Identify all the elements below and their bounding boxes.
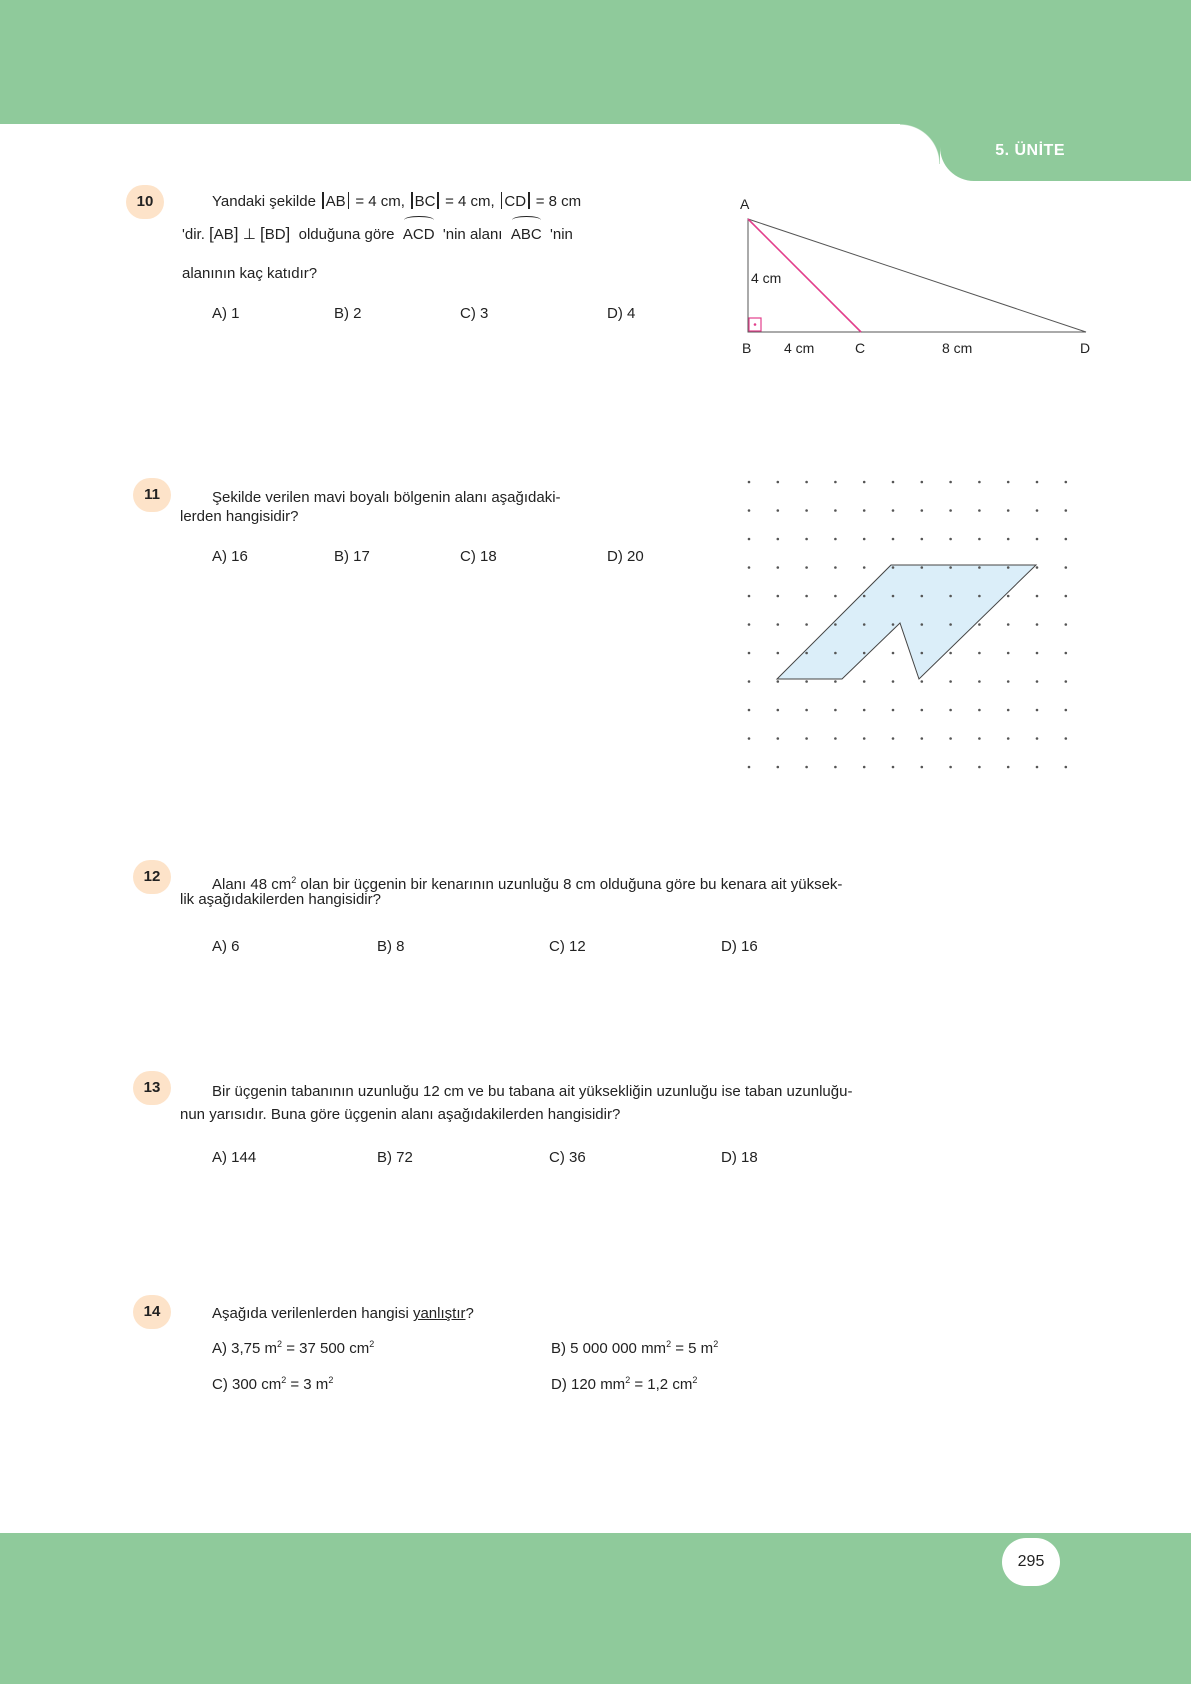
grid-dot bbox=[748, 709, 751, 712]
grid-dot bbox=[1036, 566, 1039, 569]
grid-dot bbox=[892, 737, 895, 740]
grid-dot bbox=[748, 595, 751, 598]
grid-dot bbox=[1007, 509, 1010, 512]
grid-dot bbox=[978, 595, 981, 598]
grid-dot bbox=[748, 680, 751, 683]
grid-dot bbox=[921, 595, 924, 598]
q11-option-a[interactable]: A) 16 bbox=[212, 548, 248, 565]
grid-dot bbox=[978, 709, 981, 712]
grid-dot bbox=[834, 595, 837, 598]
grid-dot bbox=[1007, 481, 1010, 484]
q11-line1: Şekilde verilen mavi boyalı bölgenin alanı aşağıdaki- bbox=[212, 489, 561, 506]
grid-dot bbox=[892, 623, 895, 626]
grid-dot bbox=[892, 652, 895, 655]
q12-sup: 2 bbox=[291, 875, 297, 885]
grid-dot bbox=[1007, 623, 1010, 626]
grid-dot bbox=[949, 709, 952, 712]
grid-dot bbox=[921, 766, 924, 769]
grid-dot bbox=[978, 766, 981, 769]
grid-dot bbox=[777, 709, 780, 712]
q12-option-c[interactable]: C) 12 bbox=[549, 938, 586, 955]
grid-dot bbox=[1065, 652, 1068, 655]
grid-dot bbox=[949, 737, 952, 740]
grid-dot bbox=[805, 509, 808, 512]
q13-option-b[interactable]: B) 72 bbox=[377, 1149, 413, 1166]
q13-option-a[interactable]: A) 144 bbox=[212, 1149, 257, 1166]
grid-dot bbox=[834, 737, 837, 740]
grid-dot bbox=[805, 737, 808, 740]
grid-dot bbox=[777, 623, 780, 626]
grid-dot bbox=[949, 509, 952, 512]
q11-option-b[interactable]: B) 17 bbox=[334, 548, 370, 565]
grid-dot bbox=[863, 766, 866, 769]
grid-dot bbox=[834, 566, 837, 569]
grid-dot bbox=[834, 481, 837, 484]
question-number-14: 14 bbox=[133, 1295, 171, 1329]
grid-dot bbox=[863, 709, 866, 712]
unit-label: 5. ÜNİTE bbox=[995, 142, 1065, 159]
grid-dot bbox=[748, 652, 751, 655]
grid-dot bbox=[921, 538, 924, 541]
grid-dot bbox=[834, 509, 837, 512]
grid-dot bbox=[777, 652, 780, 655]
grid-dot bbox=[863, 652, 866, 655]
grid-dot bbox=[921, 566, 924, 569]
grid-dot bbox=[834, 652, 837, 655]
grid-dot bbox=[949, 566, 952, 569]
grid-dot bbox=[1007, 566, 1010, 569]
grid-dot bbox=[777, 566, 780, 569]
grid-dot bbox=[949, 766, 952, 769]
q11-line2: lerden hangisidir? bbox=[180, 508, 299, 525]
q14-option-c[interactable]: C) 300 $cm^2 = 3$ $m^2$ bbox=[212, 1375, 334, 1393]
length-cd-label: 8 cm bbox=[942, 340, 973, 356]
q10-option-b[interactable]: B) 2 bbox=[334, 305, 362, 322]
grid-dot bbox=[834, 709, 837, 712]
question-number-13: 13 bbox=[133, 1071, 171, 1105]
q14-stem-pre: Aşağıda verilenlerden hangisi bbox=[212, 1305, 413, 1322]
grid-dot bbox=[978, 652, 981, 655]
grid-dot bbox=[777, 538, 780, 541]
q13-option-d[interactable]: D) 18 bbox=[721, 1149, 758, 1166]
grid-dot bbox=[834, 680, 837, 683]
q12-text-b: olan bir üçgenin bir kenarının uzunluğu 8 cm olduğuna göre bu kenara ait yüksek- bbox=[296, 876, 843, 893]
grid-dot bbox=[978, 538, 981, 541]
grid-dot bbox=[863, 680, 866, 683]
grid-dot bbox=[863, 737, 866, 740]
grid-dot bbox=[892, 766, 895, 769]
grid-dot bbox=[1065, 709, 1068, 712]
shaded-region bbox=[777, 565, 1036, 679]
q10-eq2: = 4 cm, bbox=[445, 193, 495, 210]
q11-dot-grid-figure bbox=[740, 470, 1070, 800]
triangle-abd bbox=[748, 219, 1086, 332]
grid-dot bbox=[748, 566, 751, 569]
grid-dot bbox=[1036, 481, 1039, 484]
length-bc-label: 4 cm bbox=[784, 340, 815, 356]
grid-dot bbox=[949, 595, 952, 598]
vertex-a-label: A bbox=[740, 196, 750, 212]
grid-dot bbox=[1007, 766, 1010, 769]
q10-seg-ab: AB bbox=[325, 193, 346, 210]
q14-stem-post: ? bbox=[465, 1305, 474, 1322]
q14-option-a[interactable]: A) 3,75 $m^2 = 37$ 500 $cm^2$ bbox=[212, 1339, 375, 1357]
q13-line2: nun yarısıdır. Buna göre üçgenin alanı aşağıdakilerden hangisidir? bbox=[180, 1106, 621, 1123]
grid-dot bbox=[921, 652, 924, 655]
grid-dot bbox=[978, 509, 981, 512]
q14-option-b[interactable]: B) 5 000 000 $mm^2 = 5$ $m^2$ bbox=[551, 1339, 719, 1357]
grid-dot bbox=[1065, 595, 1068, 598]
grid-dot bbox=[978, 566, 981, 569]
grid-dot bbox=[777, 481, 780, 484]
vertex-d-label: D bbox=[1080, 340, 1091, 356]
grid-dot bbox=[834, 766, 837, 769]
grid-dot bbox=[834, 623, 837, 626]
grid-dot bbox=[1065, 481, 1068, 484]
vertex-c-label: C bbox=[855, 340, 866, 356]
q14-stem bbox=[212, 1300, 474, 1328]
grid-dot bbox=[863, 509, 866, 512]
grid-dot bbox=[921, 709, 924, 712]
q10-line2: 'dir. [AB] ⊥ [BD] olduğuna göre ACD 'nin alanı ABC 'nin bbox=[182, 220, 573, 249]
grid-dot bbox=[1065, 766, 1068, 769]
grid-dot bbox=[1036, 680, 1039, 683]
grid-dot bbox=[892, 680, 895, 683]
grid-dot bbox=[1065, 623, 1068, 626]
q12-option-a[interactable]: A) 6 bbox=[212, 938, 240, 955]
grid-dot bbox=[805, 652, 808, 655]
q10-triangle-figure bbox=[0, 0, 1191, 400]
grid-dot bbox=[805, 481, 808, 484]
page-number: 295 bbox=[1002, 1538, 1060, 1586]
q10-nin: 'nin bbox=[550, 226, 573, 243]
grid-dot bbox=[892, 538, 895, 541]
grid-dot bbox=[1036, 623, 1039, 626]
grid-dot bbox=[748, 538, 751, 541]
grid-dot bbox=[1065, 538, 1068, 541]
grid-dot bbox=[863, 481, 866, 484]
grid-dot bbox=[777, 766, 780, 769]
grid-dot bbox=[921, 509, 924, 512]
grid-dot bbox=[892, 709, 895, 712]
q10-angle-acd: ACD bbox=[403, 221, 435, 249]
grid-dot bbox=[863, 595, 866, 598]
grid-dot bbox=[1007, 680, 1010, 683]
grid-dot bbox=[863, 623, 866, 626]
grid-dot bbox=[892, 509, 895, 512]
grid-dot bbox=[777, 595, 780, 598]
grid-dot bbox=[748, 481, 751, 484]
grid-dot bbox=[1007, 538, 1010, 541]
grid-dot bbox=[805, 766, 808, 769]
grid-dot bbox=[978, 481, 981, 484]
q10-option-c[interactable]: C) 3 bbox=[460, 305, 489, 322]
question-number-12: 12 bbox=[133, 860, 171, 894]
grid-dot bbox=[1065, 737, 1068, 740]
grid-dot bbox=[921, 481, 924, 484]
q10-perp: ⊥ bbox=[242, 226, 256, 243]
q10-option-d[interactable]: D) 4 bbox=[607, 305, 636, 322]
grid-dot bbox=[949, 652, 952, 655]
grid-dot bbox=[892, 595, 895, 598]
q10-angle-abc: ABC bbox=[511, 221, 542, 249]
grid-dot bbox=[892, 566, 895, 569]
grid-dot bbox=[805, 680, 808, 683]
q13-line1: Bir üçgenin tabanının uzunluğu 12 cm ve bu tabana ait yüksekliğin uzunluğu ise taban uzunluğu- bbox=[212, 1083, 853, 1100]
q10-line3: alanının kaç katıdır? bbox=[182, 265, 318, 282]
grid-dot bbox=[1036, 766, 1039, 769]
grid-dot bbox=[921, 623, 924, 626]
grid-dot bbox=[1007, 652, 1010, 655]
grid-dot bbox=[805, 709, 808, 712]
q10-text: Yandaki şekilde bbox=[212, 193, 316, 210]
grid-dot bbox=[1007, 737, 1010, 740]
q14-stem-underlined: yanlıştır bbox=[412, 1305, 466, 1322]
grid-dot bbox=[892, 481, 895, 484]
q12-text-a: Alanı 48 cm bbox=[212, 876, 292, 893]
grid-dot bbox=[949, 623, 952, 626]
grid-dot bbox=[978, 737, 981, 740]
q11-option-c[interactable]: C) 18 bbox=[460, 548, 497, 565]
grid-dot bbox=[949, 481, 952, 484]
grid-dot bbox=[921, 737, 924, 740]
grid-dot bbox=[834, 538, 837, 541]
grid-dot bbox=[805, 566, 808, 569]
grid-dot bbox=[1036, 737, 1039, 740]
grid-dot bbox=[949, 538, 952, 541]
question-number-11: 11 bbox=[133, 478, 171, 512]
grid-dot bbox=[777, 737, 780, 740]
grid-dot bbox=[1007, 709, 1010, 712]
grid-dot bbox=[1007, 595, 1010, 598]
q12-option-b[interactable]: B) 8 bbox=[377, 938, 405, 955]
question-number-10: 10 bbox=[126, 185, 164, 219]
grid-dot bbox=[921, 680, 924, 683]
grid-dot bbox=[748, 737, 751, 740]
q10-option-a[interactable]: A) 1 bbox=[212, 305, 240, 322]
grid-dot bbox=[1036, 652, 1039, 655]
vertex-b-label: B bbox=[742, 340, 752, 356]
grid-dot bbox=[777, 680, 780, 683]
grid-dot bbox=[978, 680, 981, 683]
grid-dot bbox=[805, 595, 808, 598]
grid-dot bbox=[978, 623, 981, 626]
q13-option-c[interactable]: C) 36 bbox=[549, 1149, 586, 1166]
grid-dot bbox=[1036, 538, 1039, 541]
grid-dot bbox=[748, 766, 751, 769]
q10-eq3: = 8 cm bbox=[535, 193, 582, 210]
grid-dot bbox=[1036, 595, 1039, 598]
grid-dot bbox=[777, 509, 780, 512]
q11-option-d[interactable]: D) 20 bbox=[607, 548, 644, 565]
grid-dot bbox=[1065, 566, 1068, 569]
right-angle-dot bbox=[754, 323, 757, 326]
grid-dot bbox=[748, 509, 751, 512]
q10-ab: AB bbox=[213, 226, 234, 243]
grid-dot bbox=[949, 680, 952, 683]
q10-dir: 'dir. bbox=[182, 226, 205, 243]
q12-option-d[interactable]: D) 16 bbox=[721, 938, 758, 955]
grid-dot bbox=[805, 623, 808, 626]
grid-dot bbox=[1036, 709, 1039, 712]
grid-dot bbox=[748, 623, 751, 626]
length-ab-label: 4 cm bbox=[751, 270, 782, 286]
q10-eq1: = 4 cm, bbox=[355, 193, 405, 210]
q10-seg-cd: CD bbox=[504, 193, 527, 210]
q12-line2: lik aşağıdakilerden hangisidir? bbox=[180, 891, 381, 908]
grid-dot bbox=[863, 566, 866, 569]
grid-dot bbox=[1065, 680, 1068, 683]
grid-dot bbox=[1036, 509, 1039, 512]
q10-nin-alani: 'nin alanı bbox=[442, 226, 503, 243]
q10-bd: BD bbox=[264, 226, 286, 243]
q10-olduguna: olduğuna göre bbox=[298, 226, 395, 243]
q10-seg-bc: BC bbox=[414, 193, 436, 210]
grid-dot bbox=[863, 538, 866, 541]
q14-option-d[interactable]: D) 120 $mm^2 = 1,2$ $cm^2$ bbox=[551, 1375, 698, 1393]
grid-dot bbox=[805, 538, 808, 541]
grid-dot bbox=[1065, 509, 1068, 512]
